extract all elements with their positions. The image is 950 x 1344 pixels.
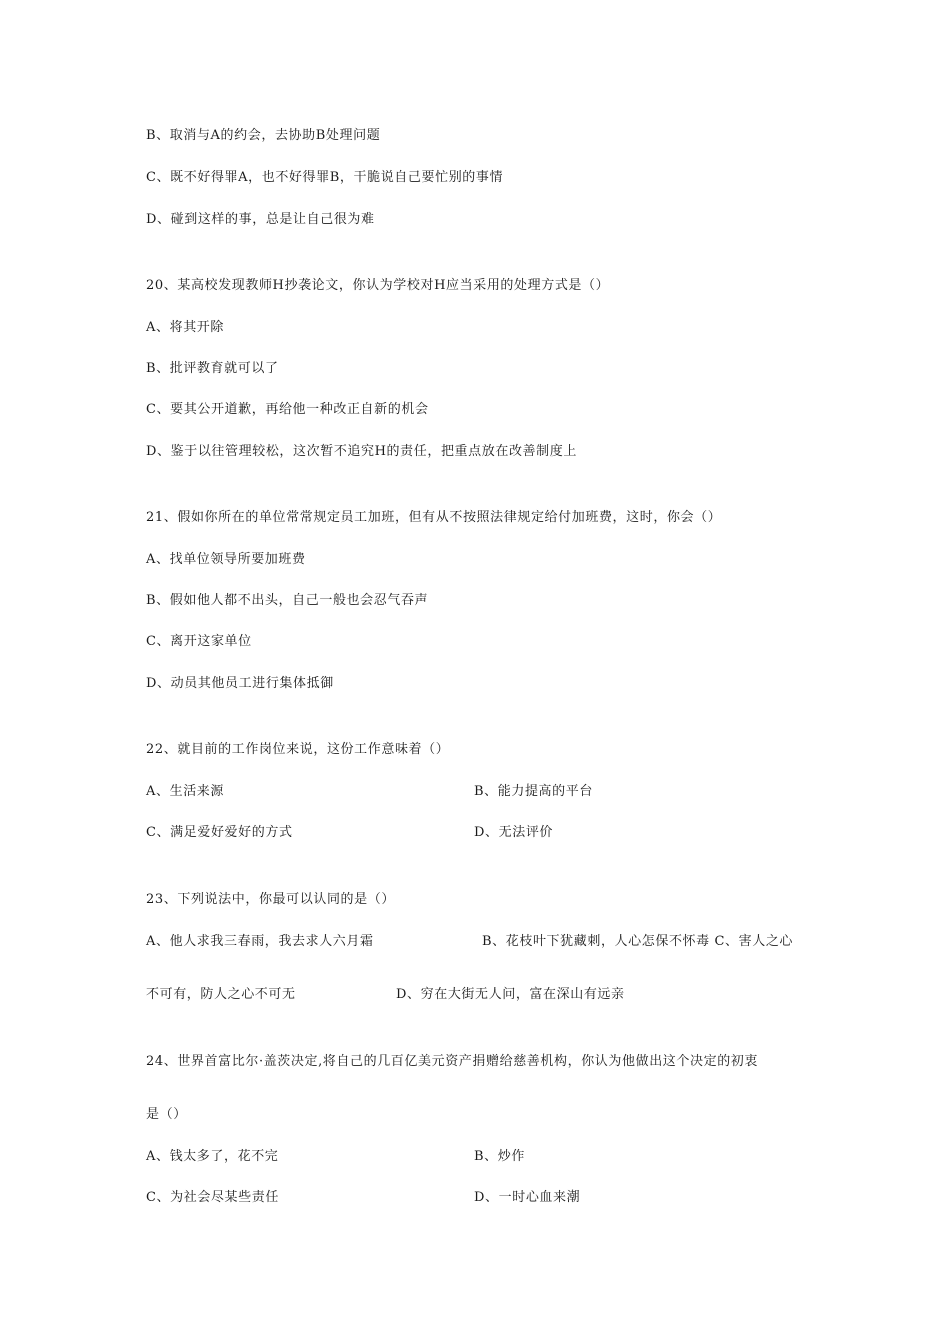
q21-option-d: D、动员其他员工进行集体抵御 xyxy=(146,676,334,691)
q24-option-d: D、一时心血来潮 xyxy=(474,1190,581,1205)
q21-option-b: B、假如他人都不出头，自己一般也会忍气吞声 xyxy=(146,593,429,608)
q20-option-d: D、鉴于以往管理较松，这次暂不追究H的责任，把重点放在改善制度上 xyxy=(146,444,577,459)
q24-option-c: C、为社会尽某些责任 xyxy=(146,1190,279,1205)
q20-option-c: C、要其公开道歉，再给他一种改正自新的机会 xyxy=(146,402,429,417)
q20-option-a: A、将其开除 xyxy=(146,320,224,335)
q23-options-line1-left: A、他人求我三春雨，我去求人六月霜 xyxy=(146,934,374,949)
q21-option-c: C、离开这家单位 xyxy=(146,634,252,649)
q24-stem-line1: 24、世界首富比尔·盖茨决定,将自己的几百亿美元资产捐赠给慈善机构，你认为他做出这个决定的初衷 xyxy=(146,1054,759,1069)
q21-option-a: A、找单位领导所要加班费 xyxy=(146,552,306,567)
q19-option-b: B、取消与A的约会，去协助B处理问题 xyxy=(146,128,381,143)
q23-stem: 23、下列说法中，你最可以认同的是（） xyxy=(146,892,395,907)
q22-option-c: C、满足爱好爱好的方式 xyxy=(146,825,293,840)
q21-stem: 21、假如你所在的单位常常规定员工加班，但有从不按照法律规定给付加班费，这时，你会（） xyxy=(146,510,722,525)
q20-option-b: B、批评教育就可以了 xyxy=(146,361,279,376)
q24-option-a: A、钱太多了，花不完 xyxy=(146,1149,279,1164)
q22-option-b: B、能力提高的平台 xyxy=(474,784,593,799)
q23-options-line1-right: B、花枝叶下犹藏刺，人心怎保不怀毒 C、害人之心 xyxy=(482,934,794,949)
q24-option-b: B、炒作 xyxy=(474,1149,525,1164)
q20-stem: 20、某高校发现教师H抄袭论文，你认为学校对H应当采用的处理方式是（） xyxy=(146,278,610,293)
q19-option-c: C、既不好得罪A，也不好得罪B，干脆说自己要忙别的事情 xyxy=(146,170,504,185)
q22-option-a: A、生活来源 xyxy=(146,784,224,799)
q23-options-line2-left: 不可有，防人之心不可无 xyxy=(146,987,296,1002)
q22-option-d: D、无法评价 xyxy=(474,825,554,840)
q23-options-line2-right: D、穷在大街无人问，富在深山有远亲 xyxy=(396,987,625,1002)
q24-stem-line2: 是（） xyxy=(146,1107,187,1122)
q22-stem: 22、就目前的工作岗位来说，这份工作意味着（） xyxy=(146,742,450,757)
q19-option-d: D、碰到这样的事，总是让自己很为难 xyxy=(146,212,375,227)
